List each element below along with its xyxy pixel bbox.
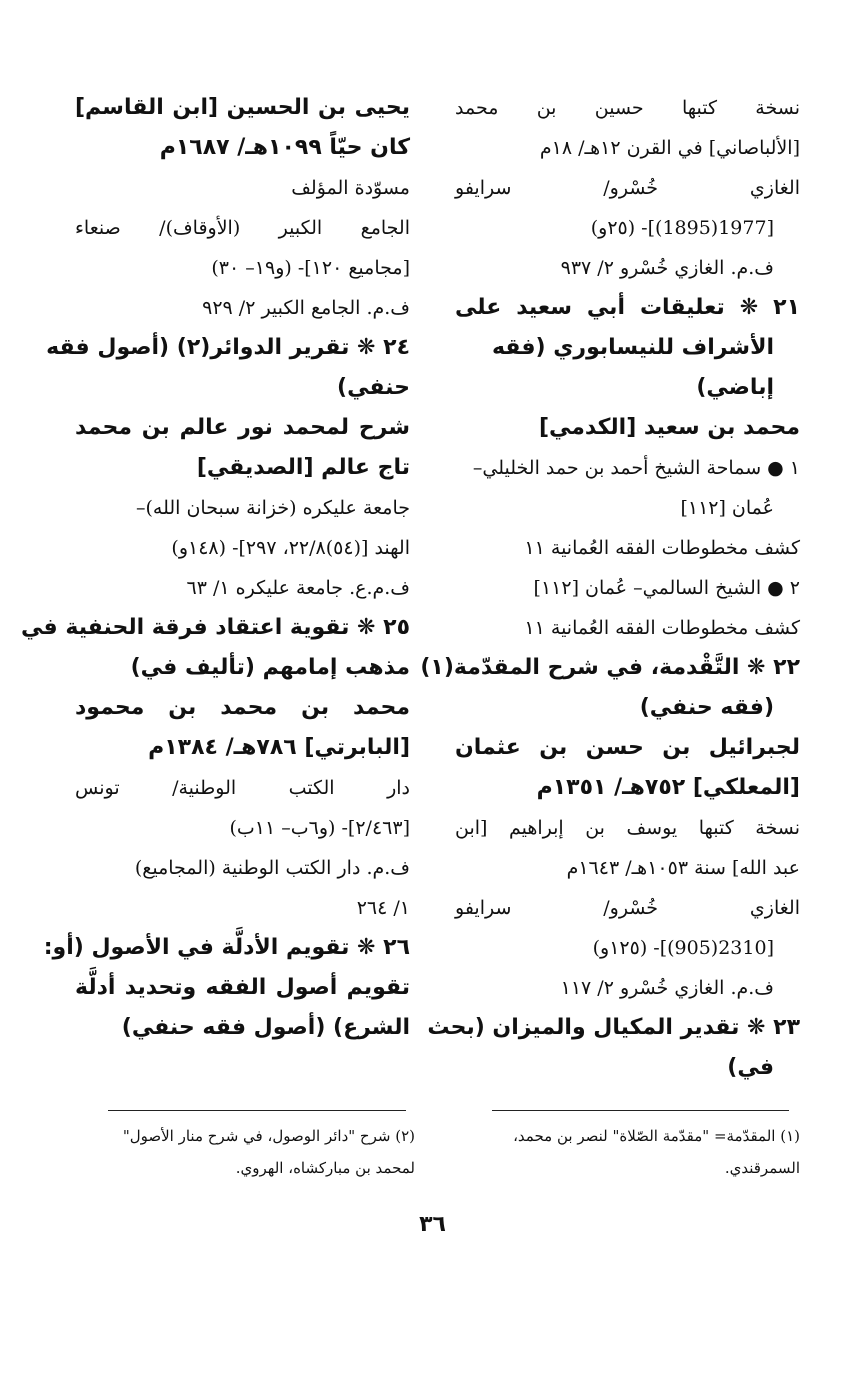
- footnote-line: (١) المقدّمة= "مقدّمة الصّلاة" لنصر بن محمد،: [513, 1127, 800, 1145]
- entry-heading-line: مذهب إمامهم (تأليف في): [130, 655, 410, 680]
- entry-text-line: [مجاميع ١٢٠]- (و١٩– ٣٠): [211, 257, 410, 279]
- entry-text-line: كشف مخطوطات الفقه العُمانية ١١: [524, 617, 800, 639]
- entry-heading-line: ٢٣ ❋ تقدير المكيال والميزان (بحث: [427, 1015, 800, 1040]
- entry-text-line: [٢/٤٦٣]- (و٦ب– ١١ب): [229, 817, 410, 839]
- entry-text-line: الهند [(٥٤)٢٢/٨، ٢٩٧]- (١٤٨و): [171, 537, 410, 559]
- entry-heading-line: [البابرتي] ٧٨٦هـ/ ١٣٨٤م: [148, 735, 410, 760]
- entry-heading-line: ٢٤ ❋ تقرير الدوائر(٢) (أصول فقه: [46, 335, 410, 360]
- entry-heading-line: ٢٢ ❋ التَّقْدمة، في شرح المقدّمة(١): [420, 655, 800, 680]
- entry-text-line: ٢ ● الشيخ السالمي– عُمان [١١٢]: [533, 577, 800, 599]
- entry-heading-line: في): [727, 1055, 774, 1080]
- entry-text-line: [2310(905)]- (١٢٥و): [592, 937, 774, 959]
- entry-text-line: ف.م.ع. جامعة عليكره ١/ ٦٣: [186, 577, 410, 599]
- entry-text-line: نسخة كتبها يوسف بن إبراهيم [ابن: [455, 817, 800, 839]
- entry-text-line: ف.م. الجامع الكبير ٢/ ٩٢٩: [202, 297, 410, 319]
- entry-heading-line: ٢١ ❋ تعليقات أبي سعيد على: [455, 295, 800, 320]
- entry-text-line: عبد الله] سنة ١٠٥٣هـ/ ١٦٤٣م: [566, 857, 800, 879]
- entry-heading-line: شرح لمحمد نور عالم بن محمد: [75, 415, 410, 440]
- entry-text-line: ف.م. دار الكتب الوطنية (المجاميع): [134, 857, 410, 879]
- entry-text-line: الغازي خُسْرو/ سرايفو: [455, 897, 800, 919]
- page-number: ٣٦: [419, 1212, 446, 1237]
- entry-text-line: عُمان [١١٢]: [680, 497, 774, 519]
- entry-text-line: [الألباصاني] في القرن ١٢هـ/ ١٨م: [539, 137, 800, 159]
- entry-heading-line: حنفي): [337, 375, 410, 400]
- entry-heading-line: لجبرائيل بن حسن بن عثمان: [455, 735, 800, 760]
- left-column: [21, 88, 410, 1048]
- entry-text-line: ١ ● سماحة الشيخ أحمد بن حمد الخليلي–: [472, 457, 800, 479]
- footnote-rule-left: [108, 1110, 406, 1111]
- entry-text-line: جامعة عليكره (خزانة سبحان الله)–: [135, 497, 410, 519]
- entry-text-line: مسوّدة المؤلف: [291, 177, 410, 199]
- footnote-left: [70, 1120, 415, 1184]
- entry-heading-line: ٢٦ ❋ تقويم الأدلَّة في الأصول (أو:: [43, 935, 410, 960]
- footnote-line: (٢) شرح "دائر الوصول، في شرح منار الأصول": [122, 1127, 415, 1145]
- entry-heading-line: [المعلكي] ٧٥٢هـ/ ١٣٥١م: [536, 775, 800, 800]
- entry-text-line: الجامع الكبير (الأوقاف)/ صنعاء: [75, 217, 410, 239]
- entry-text-line: ف.م. الغازي خُسْرو ٢/ ١١٧: [560, 977, 774, 999]
- footnote-line: السمرقندي.: [724, 1159, 800, 1177]
- footnote-right: [455, 1120, 800, 1184]
- entry-heading-line: تقويم أصول الفقه وتحديد أدلَّة: [75, 975, 410, 1000]
- right-column: [420, 88, 800, 1088]
- entry-heading-line: إباضي): [696, 375, 774, 400]
- entry-heading-line: كان حيّاً ١٠٩٩هـ/ ١٦٨٧م: [159, 135, 410, 160]
- entry-heading-line: (فقه حنفي): [639, 695, 774, 720]
- entry-heading-line: الشرع) (أصول فقه حنفي): [121, 1015, 410, 1040]
- entry-text-line: كشف مخطوطات الفقه العُمانية ١١: [524, 537, 800, 559]
- entry-text-line: ف.م. الغازي خُسْرو ٢/ ٩٣٧: [560, 257, 774, 279]
- entry-heading-line: ٢٥ ❋ تقوية اعتقاد فرقة الحنفية في: [21, 615, 410, 640]
- entry-heading-line: يحيى بن الحسين [ابن القاسم]: [75, 95, 410, 120]
- entry-text-line: ١/ ٢٦٤: [356, 897, 410, 919]
- footnote-line: لمحمد بن مباركشاه، الهروي.: [235, 1159, 415, 1177]
- entry-heading-line: محمد بن محمد بن محمود: [75, 695, 410, 720]
- entry-text-line: الغازي خُسْرو/ سرايفو: [455, 177, 800, 199]
- entry-text-line: نسخة كتبها حسين بن محمد: [455, 97, 800, 119]
- entry-text-line: دار الكتب الوطنية/ تونس: [75, 777, 410, 799]
- entry-text-line: [1977(1895)]- (٢٥و): [590, 217, 774, 239]
- entry-heading-line: تاج عالم [الصديقي]: [196, 455, 410, 480]
- footnote-rule-right: [492, 1110, 789, 1111]
- entry-heading-line: محمد بن سعيد [الكدمي]: [538, 415, 800, 440]
- entry-heading-line: الأشراف للنيسابوري (فقه: [491, 335, 774, 360]
